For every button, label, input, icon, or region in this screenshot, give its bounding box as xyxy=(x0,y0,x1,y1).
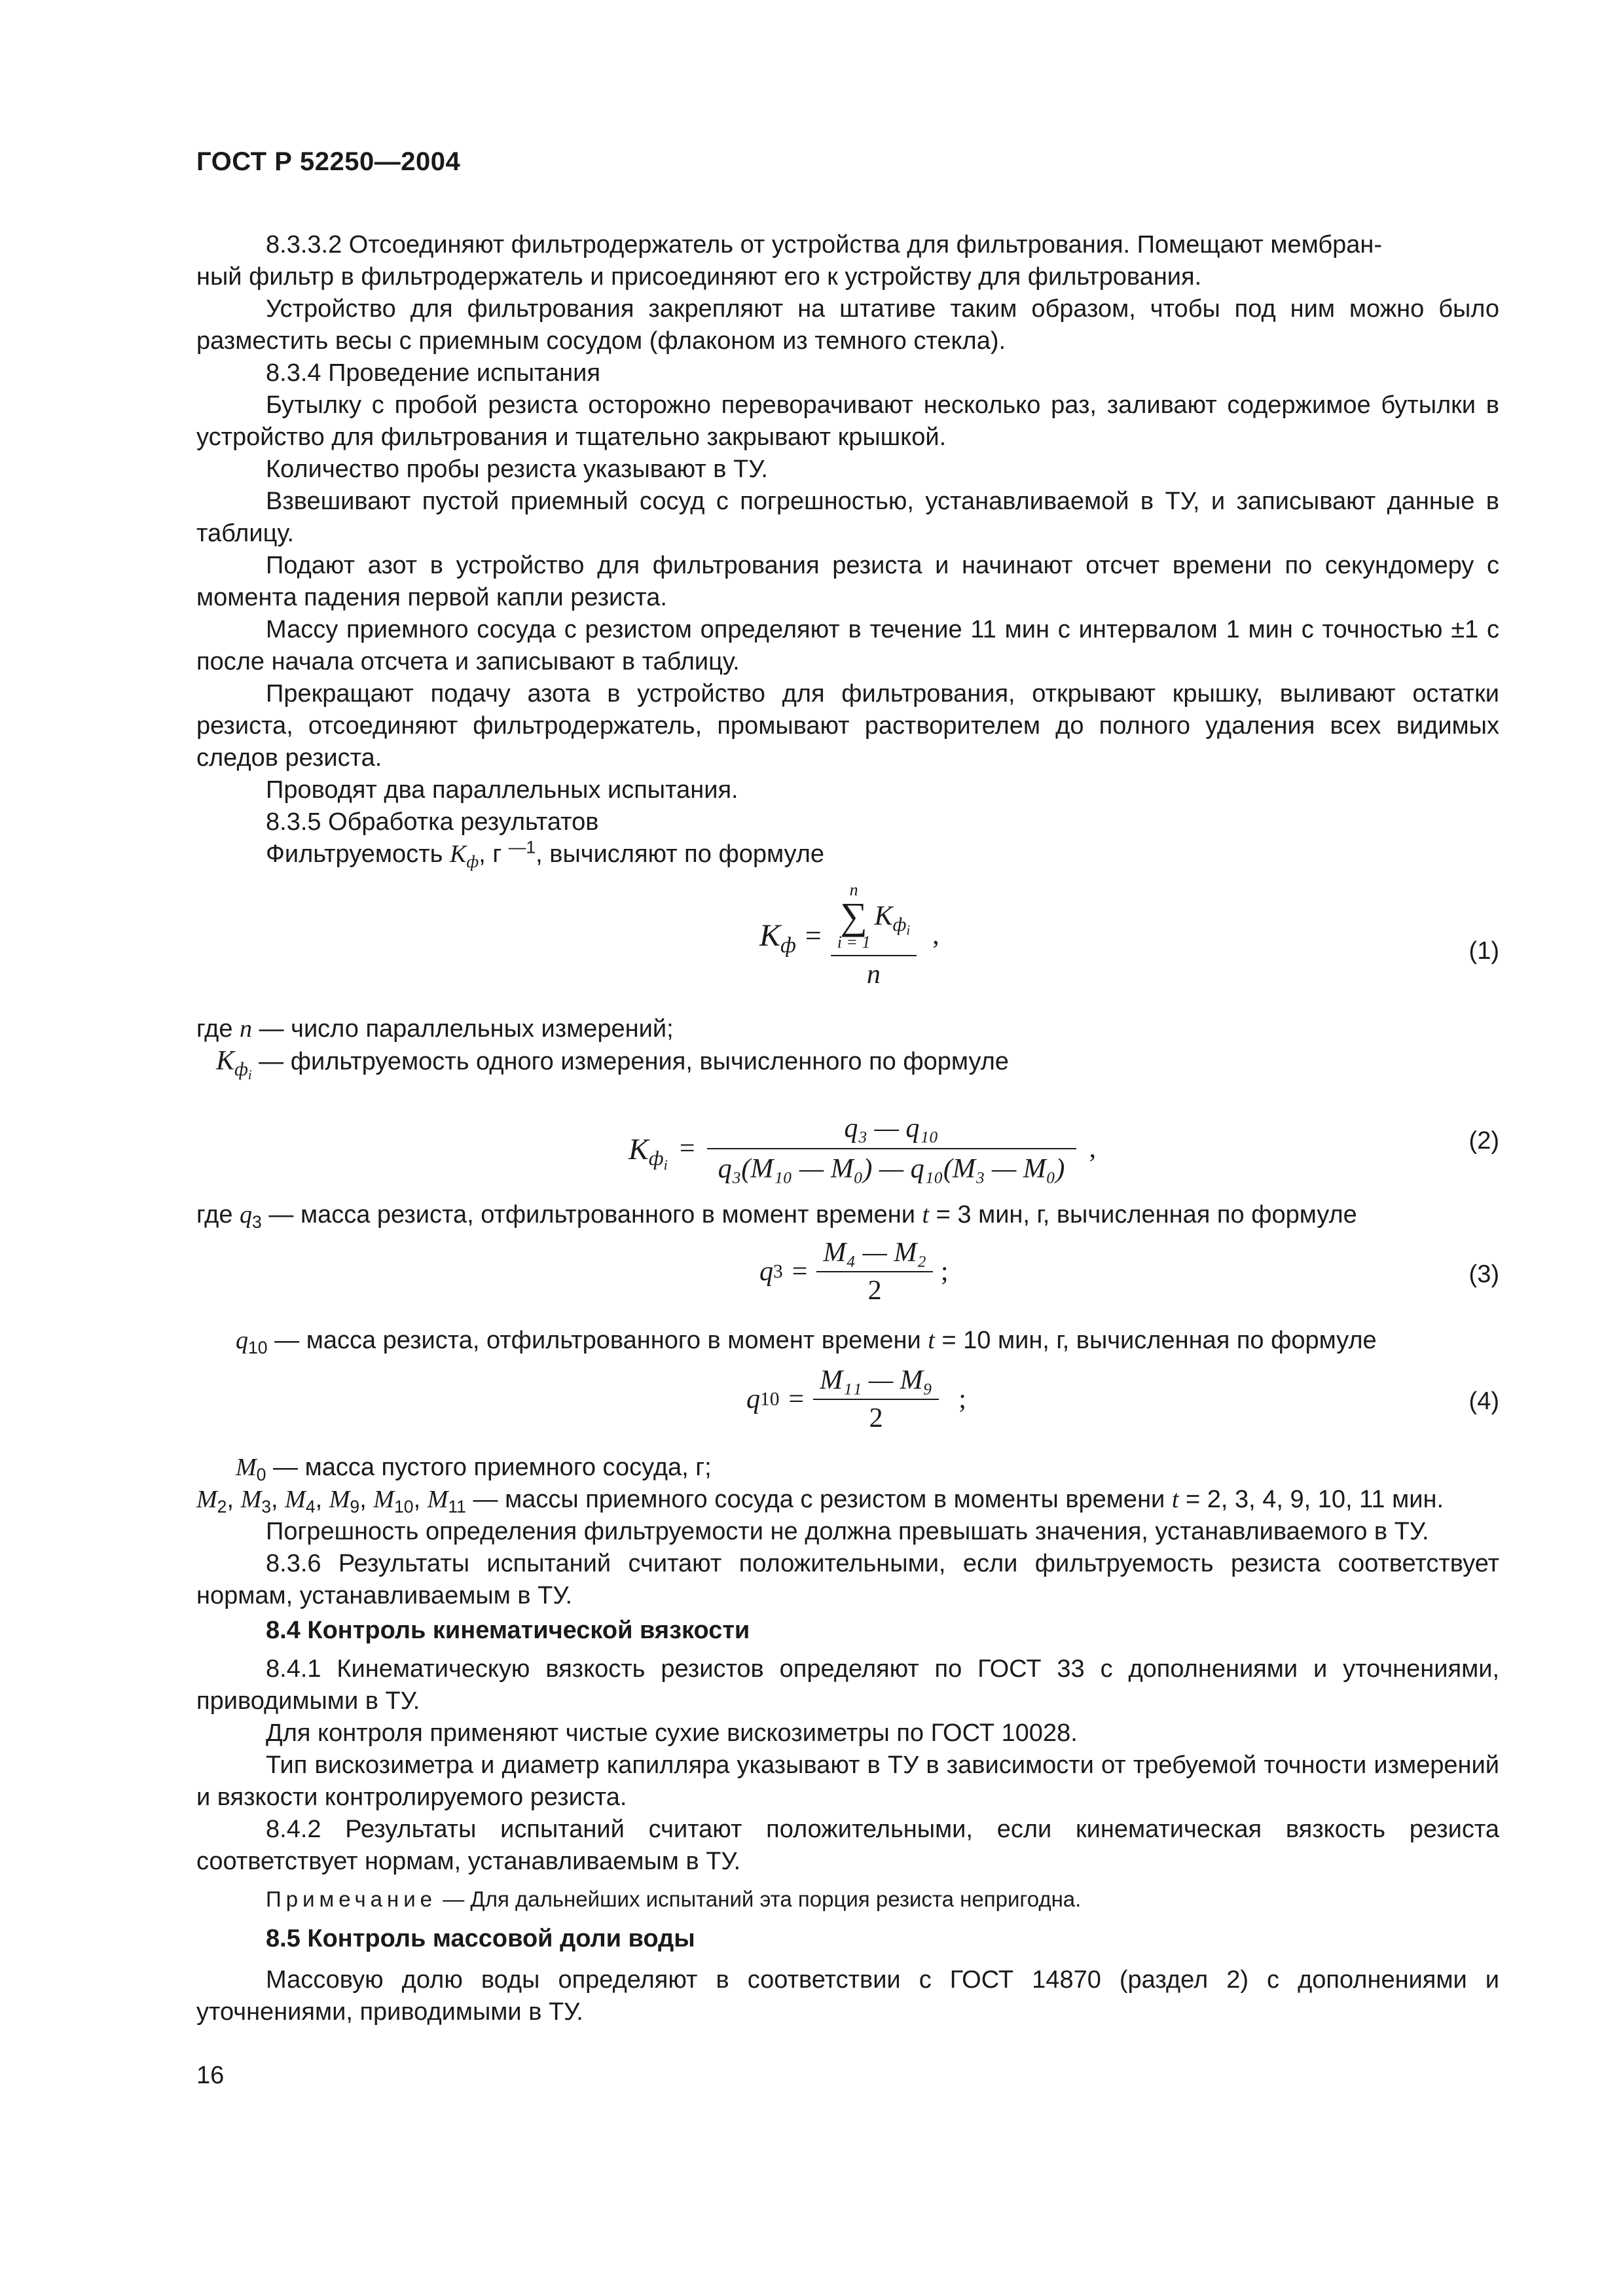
where-n-definition: где n — число параллельных измерений; xyxy=(196,1015,674,1043)
paragraph-filterability-intro: Фильтруемость $K_ф$, г $^{—1}$, вычисляют по формуле xyxy=(266,837,825,871)
where-m0-definition: $M_0$ — масса пустого приемного сосуда, г; xyxy=(236,1454,712,1484)
formula-2: $K_{ф_i}$ = $\frac{\text{q₃ — q₁₀}}{\text{q₃(M₁₀ — M₀) — q₁₀(M₃ — M₀)}}$ , xyxy=(629,1113,1096,1184)
where-block-1 xyxy=(196,1013,1499,1083)
where-q10-definition: $q_{10}$ — масса резиста, отфильтрованного в момент времени t = 10 мин, г, вычисленная по формуле xyxy=(236,1327,1377,1357)
note xyxy=(196,1883,1499,1915)
where-block-2 xyxy=(196,1199,1499,1231)
formula-4-numerator: M₁₁ — M₉ xyxy=(813,1365,939,1400)
paragraph-8-4-1: 8.4.1 Кинематическую вязкость резистов определяют по ГОСТ 33 с дополнениями и уточнениями, приводимыми в ТУ. xyxy=(196,1655,1499,1715)
paragraph-8-3-3-2-line1: 8.3.3.2 Отсоединяют фильтродержатель от устройства для фильтрования. Помещают мембран- xyxy=(266,231,1383,259)
where-q3-definition: где $q_3$ — масса резиста, отфильтрованного в момент времени t = 3 мин, г, вычисленная по формуле xyxy=(196,1201,1357,1232)
paragraph-viscometers: Для контроля применяют чистые сухие вискозиметры по ГОСТ 10028. xyxy=(266,1719,1078,1747)
text-block-top xyxy=(196,229,1499,870)
paragraph-8-5: Массовую долю воды определяют в соответствии с ГОСТ 14870 (раздел 2) с дополнениями и уточнениями, приводимыми в ТУ. xyxy=(196,1966,1499,2026)
section-8-5-heading: 8.5 Контроль массовой доли воды xyxy=(266,1925,695,1952)
filterability-label: Фильтруемость xyxy=(266,840,443,868)
paragraph-pour-sample: Бутылку с пробой резиста осторожно переворачивают несколько раз, заливают содержимое бутылки в устройство для фильтрования и тщательно закрывают крышкой. xyxy=(196,391,1499,451)
text-block-bottom xyxy=(196,1516,1499,2028)
formula-2-numerator: q₃ — q₁₀ xyxy=(707,1113,1076,1149)
page-number: 16 xyxy=(196,2062,225,2089)
sum-lower-limit: i = 1 xyxy=(837,933,871,952)
formula-4-denominator: 2 xyxy=(869,1403,883,1433)
paragraph-8-4-2: 8.4.2 Результаты испытаний считают положительными, если кинематическая вязкость резиста соответствует нормам, устанавливаемым в ТУ. xyxy=(196,1816,1499,1875)
where-k-definition: $K_{ф_i}$ — фильтруемость одного измерения, вычисленного по формуле xyxy=(216,1046,1009,1083)
formula-4-number: (4) xyxy=(1468,1388,1499,1415)
where-block-4 xyxy=(196,1452,1499,1516)
note-text: — Для дальнейших испытаний эта порция резиста непригодна. xyxy=(443,1887,1082,1911)
formula-3: q 3 = $\frac{\text{M₄ — M₂}}{2}$ ; xyxy=(759,1238,949,1306)
filterability-tail: вычисляют по формуле xyxy=(549,840,825,868)
formula-3-denominator: 2 xyxy=(867,1276,882,1306)
note-label: Примечание xyxy=(266,1887,437,1911)
paragraph-weigh-vessel: Взвешивают пустой приемный сосуд с погрешностью, устанавливаемой в ТУ, и записывают данные в таблицу. xyxy=(196,488,1499,547)
section-8-4-heading: 8.4 Контроль кинематической вязкости xyxy=(266,1617,750,1644)
paragraph-stand-setup: Устройство для фильтрования закрепляют на штативе таким образом, чтобы под ним можно было разместить весы с приемным сосудом (флаконом из темного стекла). xyxy=(196,295,1499,355)
where-m-list-definition: $M_2$, $M_3$, $M_4$, $M_9$, $M_{10}$, $M_{11}$ — массы приемного сосуда с резистом в моменты времени t = 2, 3, 4, 9, 10, 11 мин. xyxy=(196,1486,1444,1516)
paragraph-8-3-6: 8.3.6 Результаты испытаний считают положительными, если фильтруемость резиста соответствует нормам, устанавливаемым в ТУ. xyxy=(196,1550,1499,1609)
formula-1: $K_ф$ = n ∑ i = 1 $K_{ф_i}$ n , xyxy=(759,880,939,990)
formula-1-lhs: $K_ф$ xyxy=(759,918,796,958)
formula-3-number: (3) xyxy=(1468,1261,1499,1288)
formula-4: q 10 = $\frac{\text{M₁₁ — M₉}}{2}$ ; xyxy=(746,1365,966,1433)
paragraph-sample-amount: Количество пробы резиста указывают в ТУ. xyxy=(266,456,768,483)
formula-2-denominator: q₃(M₁₀ — M₀) — q₁₀(M₃ — M₀) xyxy=(718,1154,1065,1184)
where-block-3 xyxy=(196,1325,1499,1357)
formula-3-numerator: M₄ — M₂ xyxy=(816,1237,933,1272)
k-phi-symbol: $K_ф$ xyxy=(449,840,479,871)
formula-2-number: (2) xyxy=(1468,1127,1499,1155)
paragraph-mass-measurement: Массу приемного сосуда с резистом определяют в течение 11 мин с интервалом 1 мин с точностью ±1 с после начала отсчета и записывают в таблицу. xyxy=(196,616,1499,675)
paragraph-parallel-tests: Проводят два параллельных испытания. xyxy=(266,776,739,804)
paragraph-accuracy: Погрешность определения фильтруемости не должна превышать значения, устанавливаемого в ТУ. xyxy=(266,1518,1429,1545)
section-8-3-5-title: 8.3.5 Обработка результатов xyxy=(266,808,599,836)
formula-1-number: (1) xyxy=(1468,937,1499,965)
paragraph-viscometer-type: Тип вискозиметра и диаметр капилляра указывают в ТУ в зависимости от требуемой точности измерений и вязкости контролируемого резиста. xyxy=(196,1751,1499,1811)
paragraph-stop-nitrogen: Прекращают подачу азота в устройство для фильтрования, открывают крышку, выливают остатки резиста, отсоединяют фильтродержатель, промывают растворителем до полного удаления всех видимых следов резиста. xyxy=(196,680,1499,772)
formula-1-denominator: n xyxy=(866,960,881,990)
sum-upper-limit: n xyxy=(849,880,858,899)
paragraph-8-3-3-2-line2: ный фильтр в фильтродержатель и присоединяют его к устройству для фильтрования. xyxy=(196,263,1202,291)
document-header: ГОСТ Р 52250—2004 xyxy=(196,147,461,176)
sum-symbol: ∑ xyxy=(840,895,867,937)
section-8-3-4-title: 8.3.4 Проведение испытания xyxy=(266,359,600,387)
formula-1-fraction: n ∑ i = 1 $K_{ф_i}$ n xyxy=(831,880,917,990)
paragraph-nitrogen-start: Подают азот в устройство для фильтрования резиста и начинают отсчет времени по секундомеру с момента падения первой капли резиста. xyxy=(196,552,1499,611)
